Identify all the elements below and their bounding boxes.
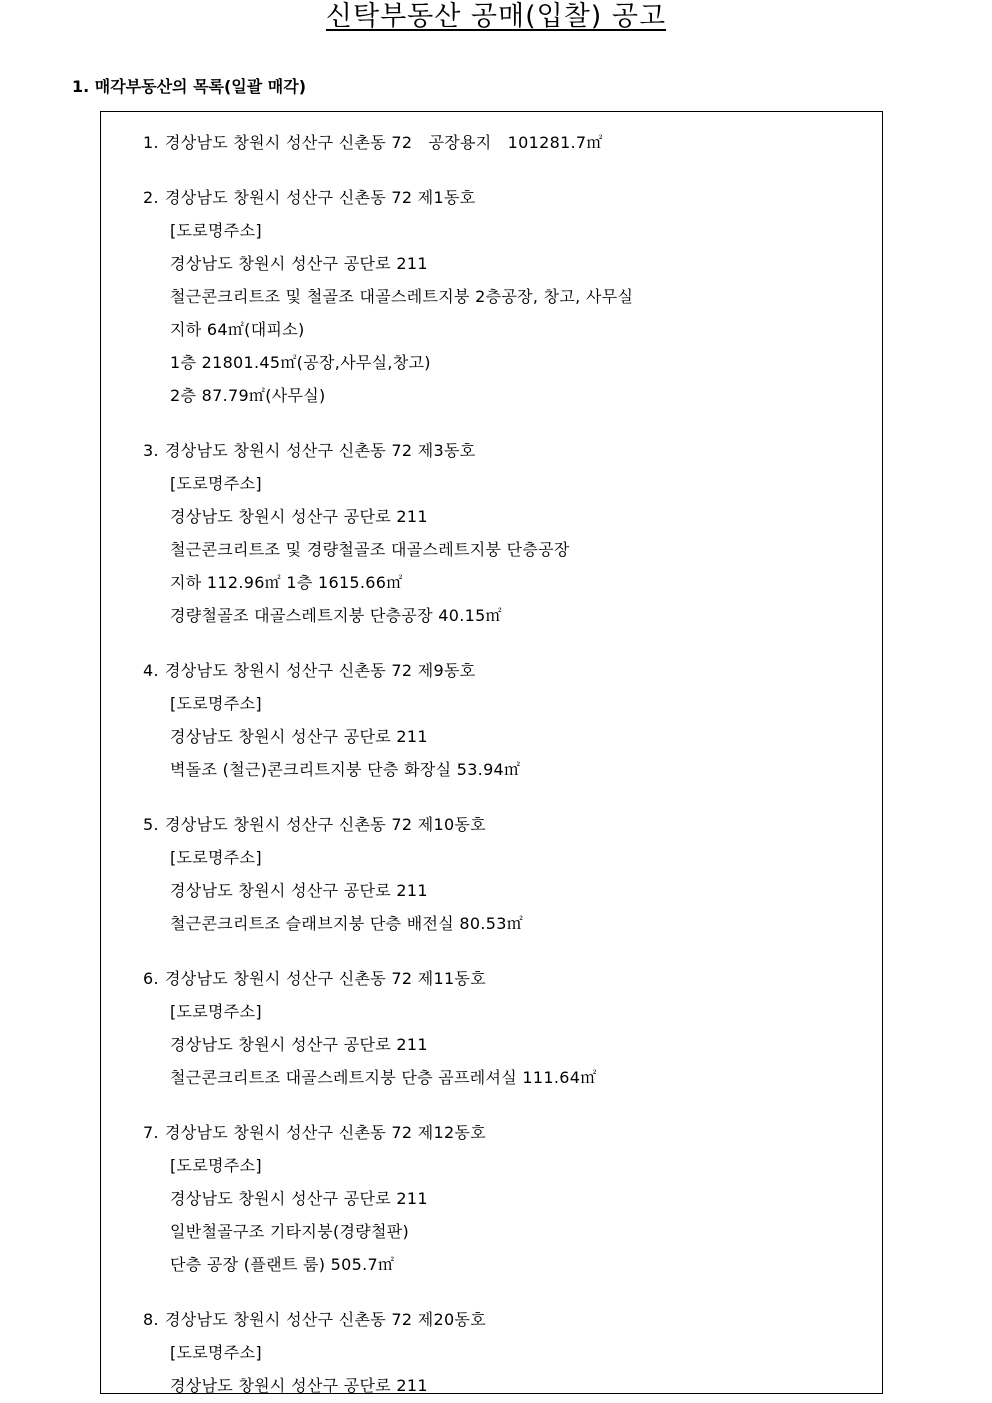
property-item-detail: 철근콘크리트조 및 철골조 대골스레트지붕 2층공장, 창고, 사무실 (170, 287, 634, 306)
property-item (143, 1303, 872, 1394)
property-item (143, 962, 872, 1094)
property-item-number: 6. (143, 969, 159, 988)
property-item (143, 126, 872, 159)
property-item-detail: 경상남도 창원시 성산구 공단로 211 (170, 507, 428, 526)
property-item-number: 7. (143, 1123, 159, 1142)
property-item-detail: 경상남도 창원시 성산구 공단로 211 (170, 1376, 428, 1394)
property-list-box (100, 111, 883, 1394)
property-item-detail: [도로명주소] (170, 1343, 262, 1362)
property-item-detail: [도로명주소] (170, 1156, 262, 1175)
property-item-location: 경상남도 창원시 성산구 신촌동 72 공장용지 101281.7㎡ (165, 133, 603, 152)
property-item-number: 1. (143, 133, 159, 152)
document-title-text: 신탁부동산 공매(입찰) 공고 (325, 1, 667, 32)
property-item-header (143, 434, 872, 467)
property-item (143, 181, 872, 412)
property-item-detail: 경상남도 창원시 성산구 공단로 211 (170, 1189, 428, 1208)
property-item-detail: 벽돌조 (철근)콘크리트지붕 단층 화장실 53.94㎡ (170, 760, 521, 779)
property-item-header (143, 181, 872, 214)
property-item-detail: [도로명주소] (170, 474, 262, 493)
property-item-detail: 경상남도 창원시 성산구 공단로 211 (170, 727, 428, 746)
document-title (0, 0, 992, 34)
property-item (143, 654, 872, 786)
property-item-detail: 2층 87.79㎡(사무실) (170, 386, 326, 405)
property-item-number: 2. (143, 188, 159, 207)
property-item-location: 경상남도 창원시 성산구 신촌동 72 제9동호 (165, 661, 476, 680)
property-item-detail: 철근콘크리트조 및 경량철골조 대골스레트지붕 단층공장 (170, 540, 570, 559)
property-item-location: 경상남도 창원시 성산구 신촌동 72 제1동호 (165, 188, 476, 207)
property-item (143, 808, 872, 940)
property-item-header (143, 1303, 872, 1336)
section-heading: 1. 매각부동산의 목록(일괄 매각) (72, 77, 307, 96)
property-item-detail: [도로명주소] (170, 221, 262, 240)
property-item-detail: 1층 21801.45㎡(공장,사무실,창고) (170, 353, 431, 372)
property-item-header (143, 126, 872, 159)
property-item-detail: 경상남도 창원시 성산구 공단로 211 (170, 881, 428, 900)
property-item-header (143, 1116, 872, 1149)
property-item-header (143, 962, 872, 995)
property-item-number: 3. (143, 441, 159, 460)
property-item-header (143, 808, 872, 841)
property-item-detail: [도로명주소] (170, 848, 262, 867)
property-item-detail: 철근콘크리트조 대골스레트지붕 단층 곰프레셔실 111.64㎡ (170, 1068, 597, 1087)
property-list (143, 126, 872, 1394)
property-item-detail: [도로명주소] (170, 694, 262, 713)
property-item-detail: 단층 공장 (플랜트 룸) 505.7㎡ (170, 1255, 395, 1274)
property-item-detail: 일반철골구조 기타지붕(경량철판) (170, 1222, 410, 1241)
property-item-number: 5. (143, 815, 159, 834)
property-item-number: 4. (143, 661, 159, 680)
property-item-location: 경상남도 창원시 성산구 신촌동 72 제11동호 (165, 969, 486, 988)
property-item-detail: 철근콘크리트조 슬래브지붕 단층 배전실 80.53㎡ (170, 914, 524, 933)
property-item-detail: 지하 112.96㎡ 1층 1615.66㎡ (170, 573, 403, 592)
property-item (143, 434, 872, 632)
property-item-detail: 경상남도 창원시 성산구 공단로 211 (170, 254, 428, 273)
property-item-location: 경상남도 창원시 성산구 신촌동 72 제10동호 (165, 815, 486, 834)
property-item (143, 1116, 872, 1281)
property-item-location: 경상남도 창원시 성산구 신촌동 72 제12동호 (165, 1123, 486, 1142)
property-item-detail: 경량철골조 대골스레트지붕 단층공장 40.15㎡ (170, 606, 502, 625)
property-item-detail: [도로명주소] (170, 1002, 262, 1021)
property-item-location: 경상남도 창원시 성산구 신촌동 72 제20동호 (165, 1310, 486, 1329)
property-item-detail: 경상남도 창원시 성산구 공단로 211 (170, 1035, 428, 1054)
property-item-number: 8. (143, 1310, 159, 1329)
property-item-detail: 지하 64㎡(대피소) (170, 320, 305, 339)
property-item-header (143, 654, 872, 687)
property-item-location: 경상남도 창원시 성산구 신촌동 72 제3동호 (165, 441, 476, 460)
